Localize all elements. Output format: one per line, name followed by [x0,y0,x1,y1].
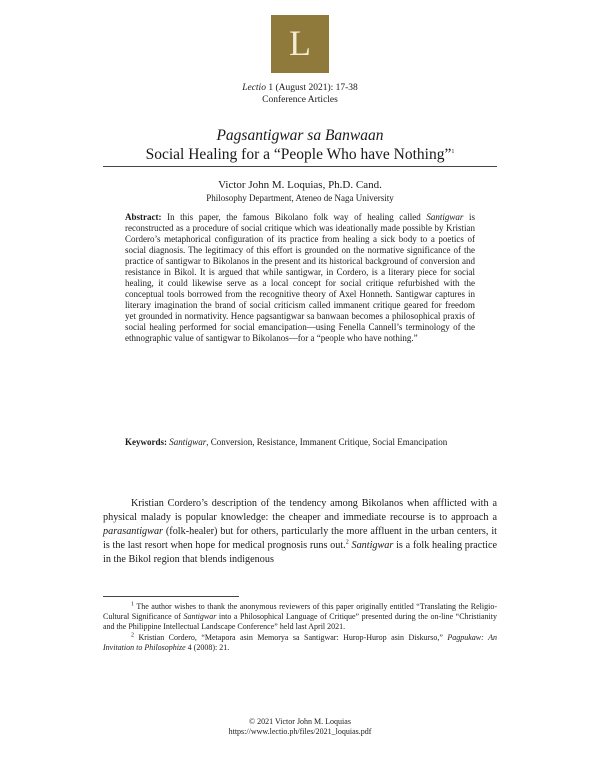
keywords [125,437,475,448]
footnote-ref-1[interactable]: 1 [451,148,455,155]
citation-details: 1 (August 2021): 17-38 [265,83,358,93]
body-paragraph [103,497,497,567]
footnotes [103,602,497,654]
footnote-2-source: Pagpukaw: An Invitation to Philosophize [103,633,497,652]
footnote-1 [103,602,497,632]
copyright-notice: © 2021 Victor John M. Loquias [249,717,351,726]
article-section: Conference Articles [262,95,338,105]
footnote-divider [103,596,239,597]
footnote-ref-2[interactable]: 2 [345,539,349,546]
page-footer [0,717,600,737]
footnote-1-term: Santigwar [183,612,217,621]
title-line-2: Social Healing for a “People Who have Nothing” [145,146,452,163]
citation-line [0,82,600,94]
keyword-first: Santigwar [169,437,207,447]
journal-logo [271,15,329,73]
title-line-2-wrap [0,145,600,164]
article-url[interactable]: https://www.lectio.ph/files/2021_loquias.pdf [228,727,372,736]
journal-name: Lectio [242,83,266,93]
footnote-2-text-end: 4 (2008): 21. [185,643,230,652]
journal-citation [0,82,600,106]
footnote-2-text: Kristian Cordero, “Metapora asin Memorya sa Santigwar: Hurop-Hurop asin Diskurso,” [134,633,448,642]
keywords-label: Keywords: [125,437,167,447]
author-name: Victor John M. Loquias, Ph.D. Cand. [218,179,382,191]
article-title [0,126,600,164]
title-line-1: Pagsantigwar sa Banwaan [216,127,384,144]
footnote-1-text: The author wishes to thank the anonymous reviewers of this paper originally entitled “Translating the Religio-Cultural Significance of [103,602,497,621]
keywords-list: , Conversion, Resistance, Immanent Critique, Social Emancipation [206,437,448,447]
footnote-1-mark: 1 [131,601,134,608]
footnote-2 [103,633,497,653]
author-affiliation: Philosophy Department, Ateneo de Naga University [206,193,394,203]
logo-letter: L [289,23,311,63]
body-text-end: is a folk healing practice in the Bikol region that blends indigenous [103,540,498,565]
abstract-text-cont: is reconstructed as a procedure of social critique which was ideationally made possible by Kristian Cordero’s metaphorical configuration of its practice from healing a sick body to a poetics of social diagnosis. The legitimacy of this effort is grounded on the normative significance of the practice of santigwar to Bikolanos in the present and its historical background of conversion and resistance in Bikol. It is argued that while santigwar, in Cordero, is a literary piece for social healing, it could likewise serve as a local concept for social critique refurbished with the conceptual tools borrowed from the recognitive theory of Axel Honneth. Santigwar captures in literary imagination the brand of social criticism called immanent critique geared for freedom yet grounded in normativity. Hence pagsantigwar sa banwaan becomes a philosophical praxis of social healing performed for social emancipation—using Fenella Cannell’s terminology of the ethnographic value of santigwar to Bikolanos—for a “people who have nothing.” [125,212,475,343]
title-divider [103,166,497,167]
body-term: parasantigwar [103,526,164,537]
abstract [125,212,475,344]
footnote-1-text-end: into a Philosophical Language of Critique” presented during the on-line “Christianity and the Philippine Intellectual Landscape Conference” held last April 2021. [103,612,497,631]
abstract-text: In this paper, the famous Bikolano folk way of healing called [161,212,427,222]
footnote-2-mark: 2 [131,632,134,639]
abstract-label: Abstract: [125,212,162,222]
abstract-term: Santigwar [426,212,464,222]
body-text: Kristian Cordero’s description of the tendency among Bikolanos when afflicted with a physical malady is popular knowledge: the cheaper and immediate recourse is to approach a [103,498,497,523]
body-text-cont: (folk-healer) but for others, particularly the more affluent in the urban centers, it is the last resort when hope for medical prognosis runs out. [103,526,497,551]
body-term-2: Santigwar [351,540,394,551]
